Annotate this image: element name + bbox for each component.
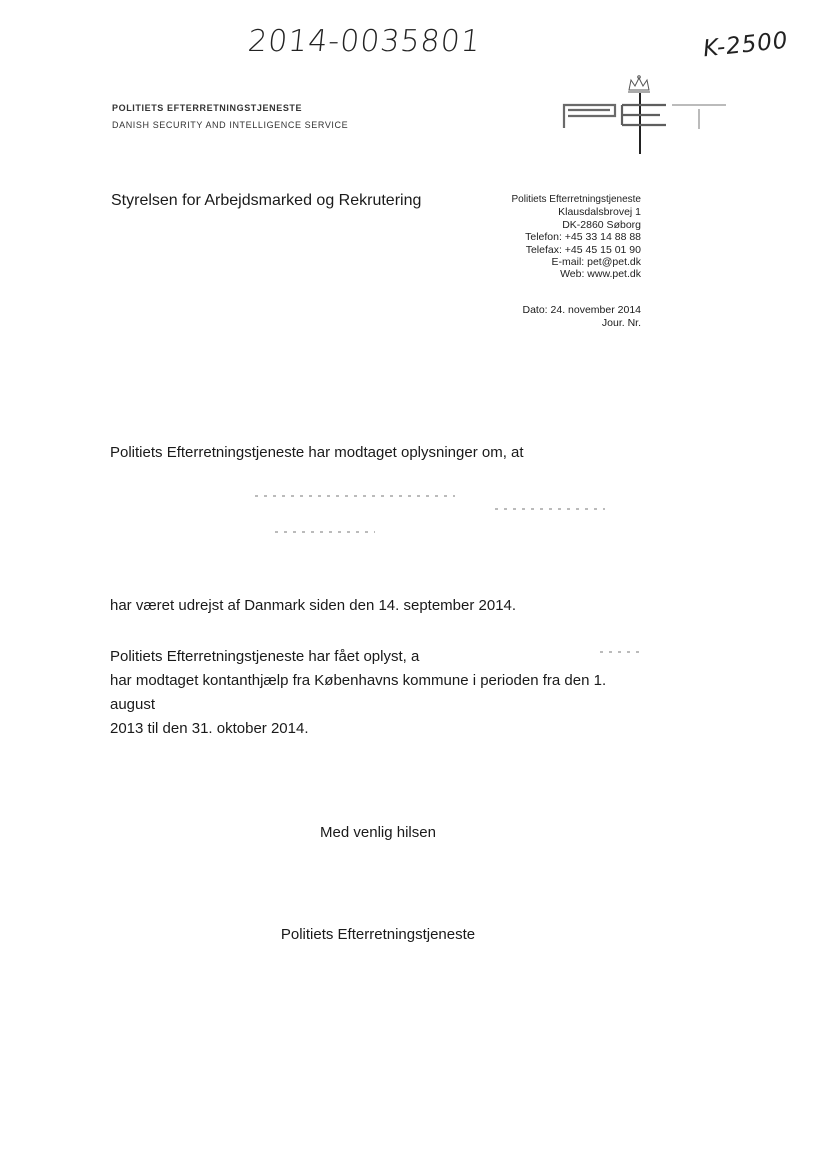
agency-name-danish: POLITIETS EFTERRETNINGSTJENESTE (112, 103, 303, 113)
sender-web: Web: www.pet.dk (560, 268, 641, 281)
letter-meta (523, 304, 642, 329)
pet-logo (560, 74, 730, 156)
journal-number: Jour. Nr. (601, 316, 641, 329)
agency-name-english: DANISH SECURITY AND INTELLIGENCE SERVICE (112, 120, 349, 130)
signature: Politiets Efterretningstjeneste (280, 926, 476, 943)
redacted-text (275, 531, 375, 533)
logo-text: PET (562, 150, 568, 154)
logo-letter-t (672, 105, 726, 129)
redacted-text (600, 651, 642, 653)
body-paragraph-3-line-3: 2013 til den 31. oktober 2014. (110, 720, 309, 737)
body-paragraph-2: har været udrejst af Danmark siden den 14. september 2014. (110, 597, 517, 614)
closing-salutation: Med venlig hilsen (320, 824, 436, 841)
body-paragraph-3-line-1: Politiets Efterretningstjeneste har fået oplyst, a (110, 648, 420, 665)
redacted-text (255, 495, 455, 497)
sender-city: DK-2860 Søborg (562, 218, 641, 231)
sender-street: Klausdalsbrovej 1 (558, 206, 641, 219)
recipient-name: Styrelsen for Arbejdsmarked og Rekrutering (111, 192, 422, 209)
handwritten-reference: K-2500 (701, 27, 790, 63)
sender-email: E-mail: pet@pet.dk (551, 256, 641, 269)
crown-icon (628, 76, 650, 92)
body-paragraph-3-line-2: har modtaget kontanthjælp fra Københavns kommune i perioden fra den 1. august (110, 672, 607, 713)
sender-name: Politiets Efterretningstjeneste (511, 194, 641, 205)
body-paragraph-1: Politiets Efterretningstjeneste har modtaget oplysninger om, at (110, 444, 524, 461)
body-paragraph-3 (110, 645, 655, 741)
letter-date: Dato: 24. november 2014 (522, 304, 641, 316)
logo-letter-e (622, 105, 666, 125)
handwritten-case-number: 2014-0035801 (246, 24, 483, 59)
redacted-text (495, 508, 605, 510)
sender-fax: Telefax: +45 45 15 01 90 (525, 243, 641, 256)
logo-letter-p (564, 105, 615, 128)
sender-address-block (511, 194, 641, 281)
sender-phone: Telefon: +45 33 14 88 88 (525, 231, 641, 244)
